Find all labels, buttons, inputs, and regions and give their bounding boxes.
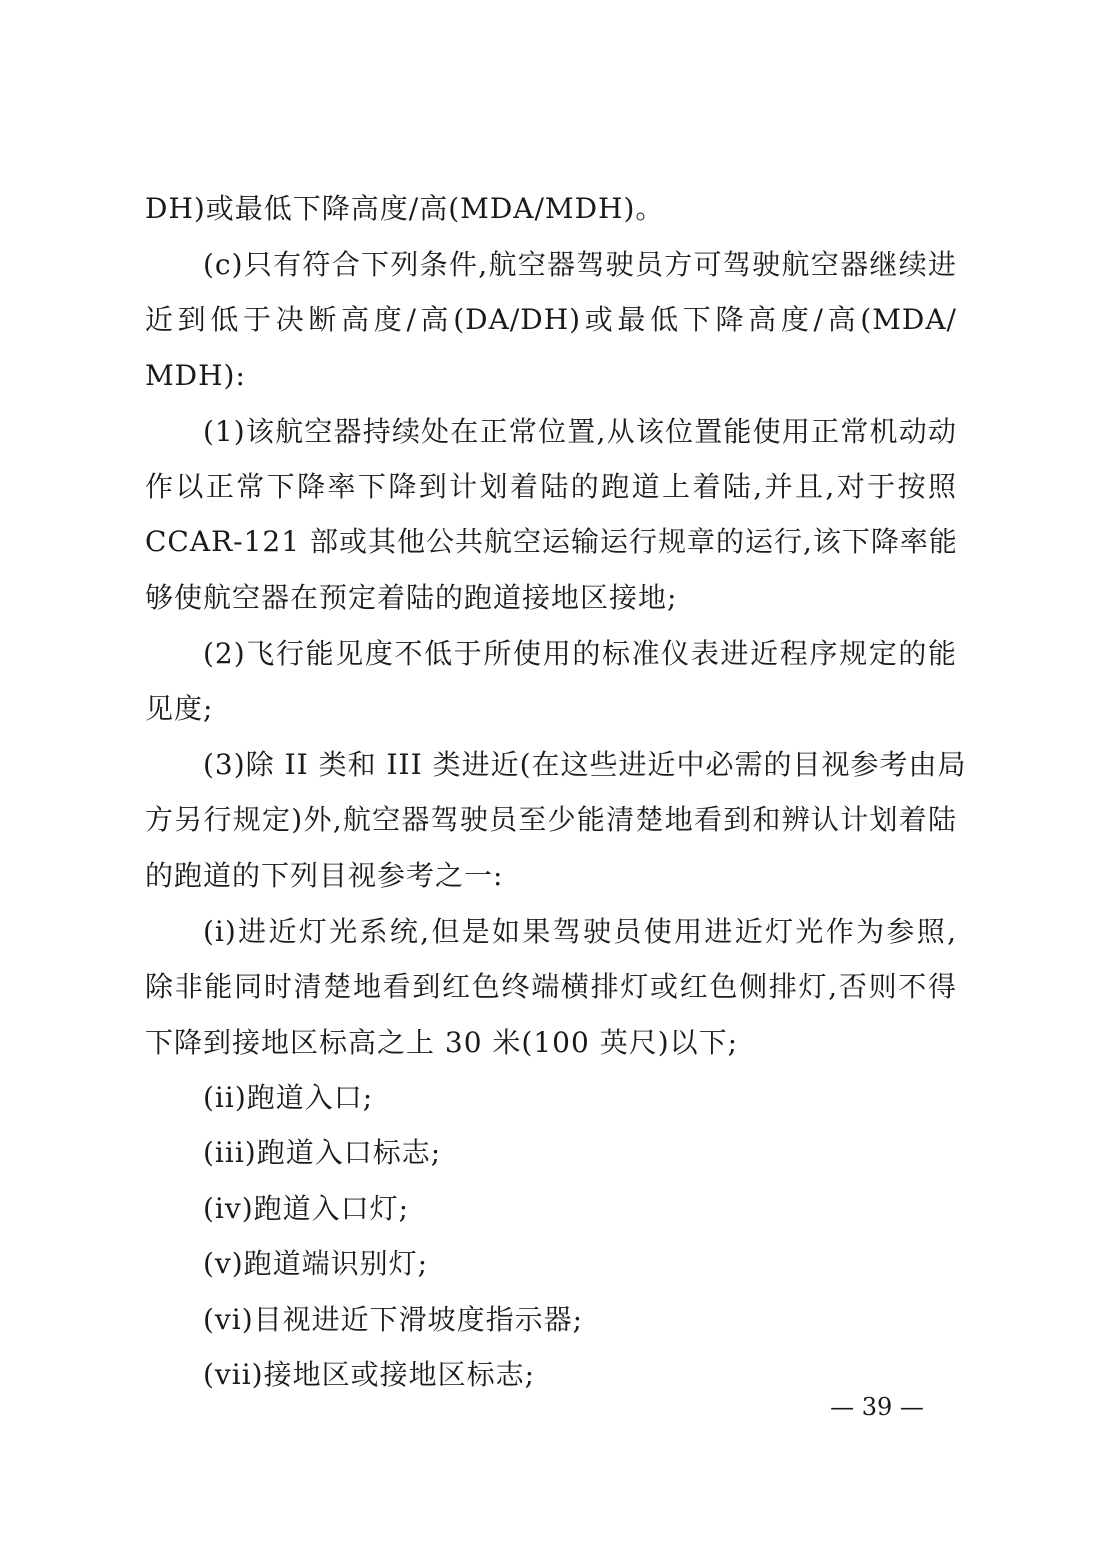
text-line-3: 近到低于决断高度/高(DA/DH)或最低下降高度/高(MDA/ (145, 303, 957, 336)
text-line-12: 方另行规定)外,航空器驾驶员至少能清楚地看到和辨认计划着陆 (145, 803, 957, 836)
text-line-13: 的跑道的下列目视参考之一: (145, 859, 504, 892)
text-line-16: 下降到接地区标高之上 30 米(100 英尺)以下; (145, 1026, 739, 1059)
text-line-4: MDH): (145, 359, 246, 392)
text-line-20: (v)跑道端识别灯; (203, 1247, 429, 1280)
page-number: — 39 — (830, 1393, 924, 1421)
text-line-22: (vii)接地区或接地区标志; (203, 1358, 536, 1391)
text-line-2: (c)只有符合下列条件,航空器驾驶员方可驾驶航空器继续进 (203, 248, 957, 281)
text-line-14: (i)进近灯光系统,但是如果驾驶员使用进近灯光作为参照, (203, 915, 957, 948)
text-line-19: (iv)跑道入口灯; (203, 1192, 410, 1225)
text-line-7: CCAR-121 部或其他公共航空运输运行规章的运行,该下降率能 (145, 525, 958, 558)
text-line-6: 作以正常下降率下降到计划着陆的跑道上着陆,并且,对于按照 (145, 470, 957, 503)
text-line-1: DH)或最低下降高度/高(MDA/MDH)。 (145, 192, 665, 225)
text-line-9: (2)飞行能见度不低于所使用的标准仪表进近程序规定的能 (203, 637, 957, 670)
text-line-8: 够使航空器在预定着陆的跑道接地区接地; (145, 581, 678, 614)
text-line-17: (ii)跑道入口; (203, 1081, 374, 1114)
text-line-11: (3)除 II 类和 III 类进近(在这些进近中必需的目视参考由局 (203, 748, 967, 781)
text-line-18: (iii)跑道入口标志; (203, 1136, 442, 1169)
text-line-15: 除非能同时清楚地看到红色终端横排灯或红色侧排灯,否则不得 (145, 970, 957, 1003)
text-line-10: 见度; (145, 692, 214, 725)
text-line-5: (1)该航空器持续处在正常位置,从该位置能使用正常机动动 (203, 415, 957, 448)
text-line-21: (vi)目视进近下滑坡度指示器; (203, 1303, 584, 1336)
